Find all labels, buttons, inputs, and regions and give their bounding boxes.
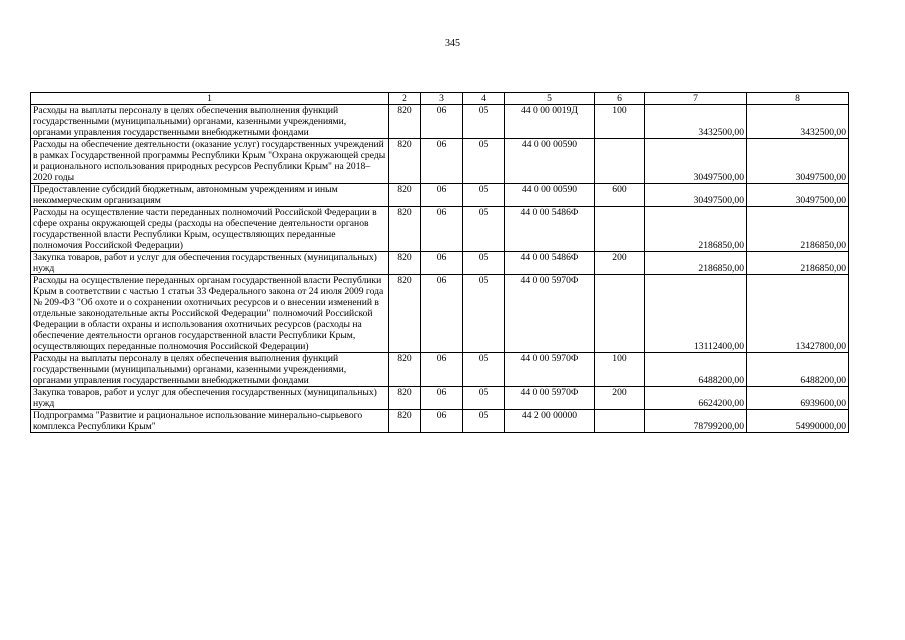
subsection-code-cell: 05 <box>463 410 505 433</box>
department-code-cell: 820 <box>389 139 421 184</box>
section-code-cell: 06 <box>421 184 463 207</box>
department-code-cell: 820 <box>389 207 421 252</box>
header-cell: 7 <box>645 93 747 105</box>
subsection-code-cell: 05 <box>463 184 505 207</box>
department-code-cell: 820 <box>389 252 421 275</box>
amount-year1-cell: 2186850,00 <box>645 252 747 275</box>
amount-year1-cell: 13112400,00 <box>645 275 747 353</box>
expense-type-cell: 100 <box>595 353 645 387</box>
subsection-code-cell: 05 <box>463 207 505 252</box>
expense-type-cell: 100 <box>595 105 645 139</box>
table-row <box>31 207 849 252</box>
subsection-code-cell: 05 <box>463 387 505 410</box>
expense-description-cell: Расходы на обеспечение деятельности (оказание услуг) государственных учреждений в рамках Государственной программы Республики Крым "Охрана окружающей среды и рационального использования природных ресурсов Республики Крым" на 2018–2020 годы <box>31 139 389 184</box>
expense-type-cell <box>595 207 645 252</box>
subsection-code-cell: 05 <box>463 275 505 353</box>
amount-year1-cell: 6488200,00 <box>645 353 747 387</box>
section-code-cell: 06 <box>421 353 463 387</box>
target-article-cell: 44 0 00 5970Ф <box>505 387 595 410</box>
amount-year2-cell: 2186850,00 <box>747 207 849 252</box>
amount-year1-cell: 78799200,00 <box>645 410 747 433</box>
section-code-cell: 06 <box>421 410 463 433</box>
expense-description-cell: Расходы на выплаты персоналу в целях обеспечения выполнения функций государственными (муниципальными) органами, казенными учреждениями, органами управления государственными внебюджетными фондами <box>31 105 389 139</box>
section-code-cell: 06 <box>421 252 463 275</box>
amount-year2-cell: 3432500,00 <box>747 105 849 139</box>
expense-type-cell: 200 <box>595 252 645 275</box>
expense-type-cell <box>595 410 645 433</box>
section-code-cell: 06 <box>421 139 463 184</box>
table-row <box>31 252 849 275</box>
header-cell: 6 <box>595 93 645 105</box>
expense-type-cell <box>595 139 645 184</box>
department-code-cell: 820 <box>389 184 421 207</box>
expense-description-cell: Расходы на выплаты персоналу в целях обеспечения выполнения функций государственными (муниципальными) органами, казенными учреждениями, органами управления государственными внебюджетными фондами <box>31 353 389 387</box>
target-article-cell: 44 0 00 5970Ф <box>505 275 595 353</box>
target-article-cell: 44 2 00 00000 <box>505 410 595 433</box>
expense-description-cell: Закупка товаров, работ и услуг для обеспечения государственных (муниципальных) нужд <box>31 387 389 410</box>
amount-year1-cell: 30497500,00 <box>645 139 747 184</box>
expense-type-cell: 200 <box>595 387 645 410</box>
table-row <box>31 275 849 353</box>
page-number: 345 <box>445 38 460 49</box>
target-article-cell: 44 0 00 5486Ф <box>505 207 595 252</box>
department-code-cell: 820 <box>389 353 421 387</box>
header-cell: 8 <box>747 93 849 105</box>
amount-year1-cell: 6624200,00 <box>645 387 747 410</box>
header-cell: 3 <box>421 93 463 105</box>
subsection-code-cell: 05 <box>463 252 505 275</box>
amount-year2-cell: 13427800,00 <box>747 275 849 353</box>
department-code-cell: 820 <box>389 105 421 139</box>
table-row <box>31 410 849 433</box>
expense-type-cell: 600 <box>595 184 645 207</box>
amount-year1-cell: 2186850,00 <box>645 207 747 252</box>
target-article-cell: 44 0 00 00590 <box>505 139 595 184</box>
table-row <box>31 184 849 207</box>
target-article-cell: 44 0 00 00590 <box>505 184 595 207</box>
target-article-cell: 44 0 00 5486Ф <box>505 252 595 275</box>
header-cell: 5 <box>505 93 595 105</box>
table-row <box>31 353 849 387</box>
expense-description-cell: Предоставление субсидий бюджетным, автономным учреждениям и иным некоммерческим организациям <box>31 184 389 207</box>
section-code-cell: 06 <box>421 207 463 252</box>
amount-year2-cell: 30497500,00 <box>747 139 849 184</box>
amount-year1-cell: 30497500,00 <box>645 184 747 207</box>
section-code-cell: 06 <box>421 105 463 139</box>
target-article-cell: 44 0 00 5970Ф <box>505 353 595 387</box>
subsection-code-cell: 05 <box>463 105 505 139</box>
expense-type-cell <box>595 275 645 353</box>
header-cell: 2 <box>389 93 421 105</box>
amount-year2-cell: 6939600,00 <box>747 387 849 410</box>
department-code-cell: 820 <box>389 275 421 353</box>
amount-year2-cell: 6488200,00 <box>747 353 849 387</box>
amount-year2-cell: 30497500,00 <box>747 184 849 207</box>
section-code-cell: 06 <box>421 387 463 410</box>
header-row <box>31 93 849 105</box>
expense-description-cell: Подпрограмма "Развитие и рациональное использование минерально-сырьевого комплекса Республики Крым" <box>31 410 389 433</box>
amount-year2-cell: 2186850,00 <box>747 252 849 275</box>
subsection-code-cell: 05 <box>463 353 505 387</box>
table-row <box>31 387 849 410</box>
table-row <box>31 105 849 139</box>
header-cell: 1 <box>31 93 389 105</box>
department-code-cell: 820 <box>389 387 421 410</box>
expense-description-cell: Расходы на осуществление части переданных полномочий Российской Федерации в сфере охраны окружающей среды (расходы на обеспечение деятельности органов государственной власти Республики Крым, осуществляющих переданные полномочия Российской Федерации) <box>31 207 389 252</box>
header-cell: 4 <box>463 93 505 105</box>
section-code-cell: 06 <box>421 275 463 353</box>
table-row <box>31 139 849 184</box>
budget-table <box>30 92 849 433</box>
amount-year2-cell: 54990000,00 <box>747 410 849 433</box>
expense-description-cell: Расходы на осуществление переданных органам государственной власти Республики Крым в соответствии с частью 1 статьи 33 Федерального закона от 24 июля 2009 года № 209-ФЗ "Об охоте и о сохранении охотничьих ресурсов и о внесении изменений в отдельные законодательные акты Российской Федерации" полномочий Российской Федерации в области охраны и использования охотничьих ресурсов (расходы на обеспечение деятельности органов государственной власти Республики Крым, осуществляющих переданные полномочия Российской Федерации) <box>31 275 389 353</box>
department-code-cell: 820 <box>389 410 421 433</box>
expense-description-cell: Закупка товаров, работ и услуг для обеспечения государственных (муниципальных) нужд <box>31 252 389 275</box>
amount-year1-cell: 3432500,00 <box>645 105 747 139</box>
subsection-code-cell: 05 <box>463 139 505 184</box>
target-article-cell: 44 0 00 0019Д <box>505 105 595 139</box>
